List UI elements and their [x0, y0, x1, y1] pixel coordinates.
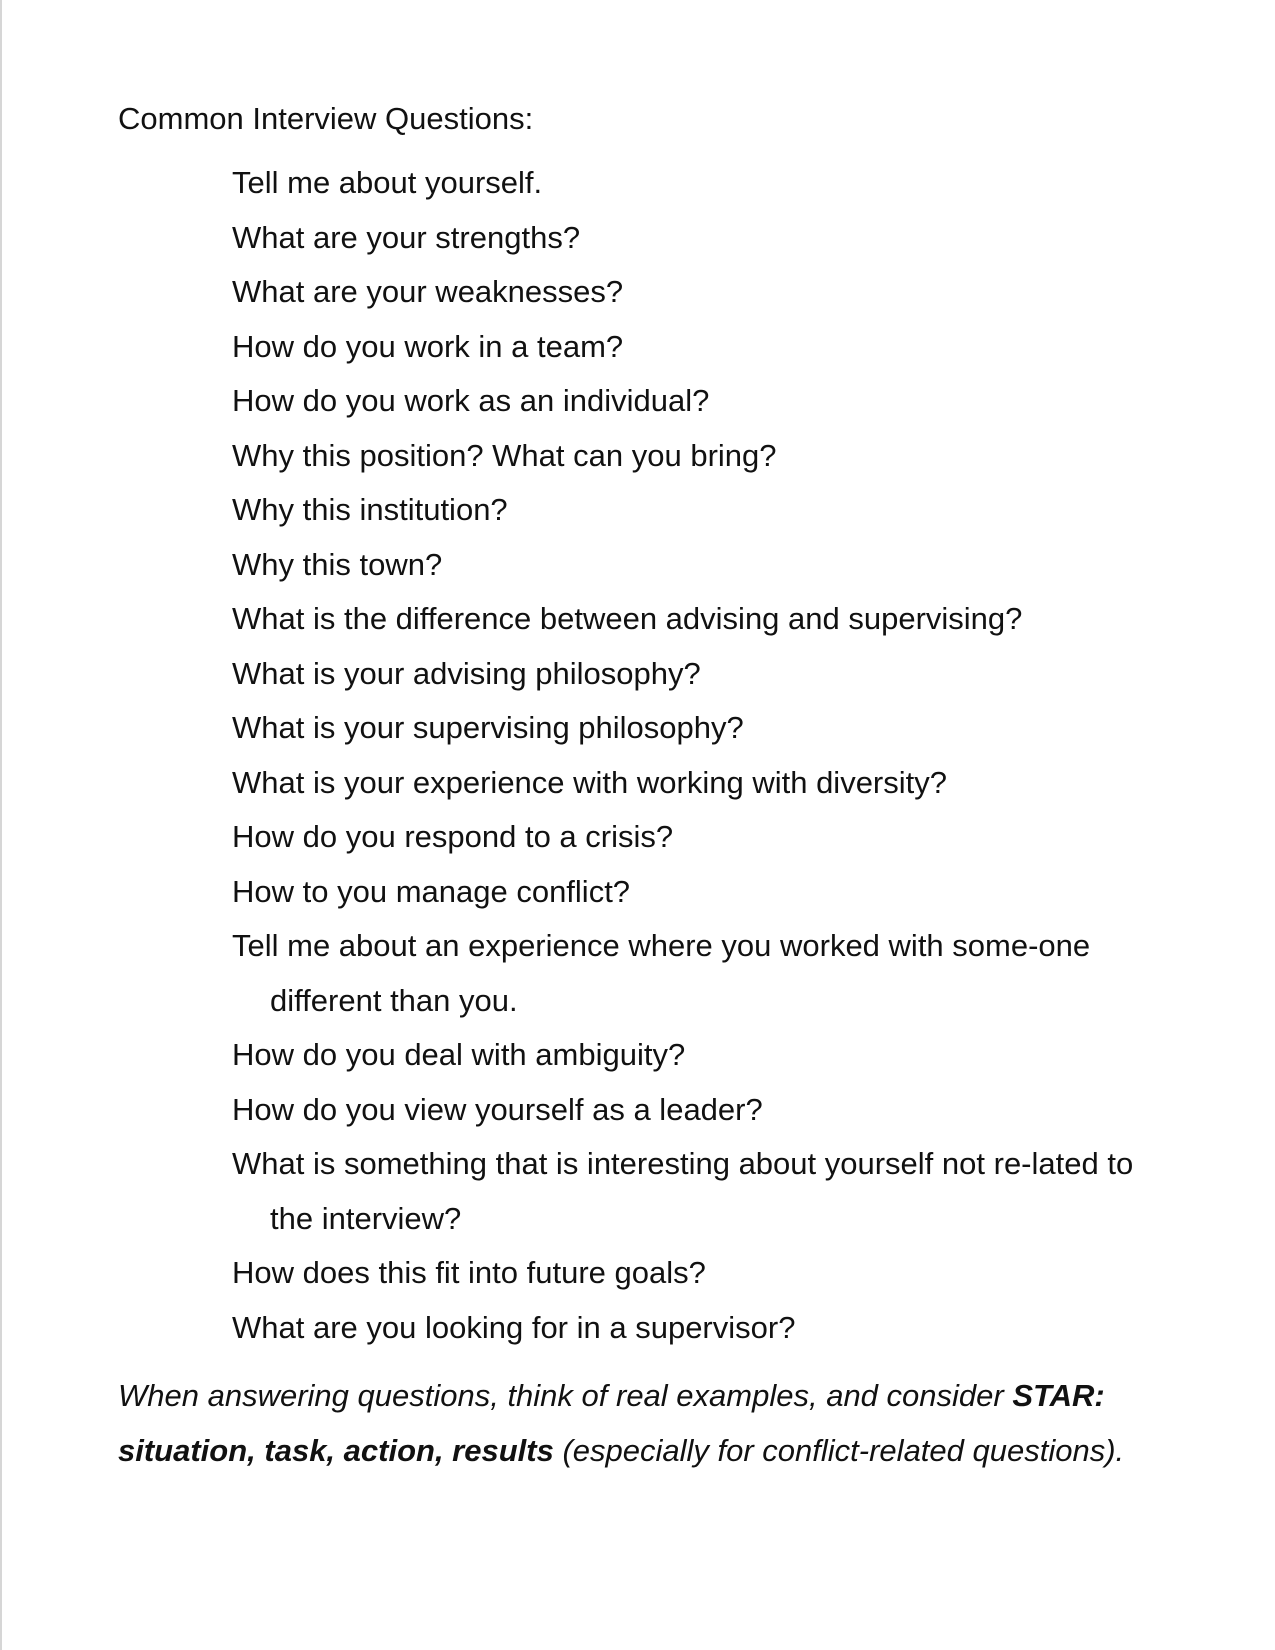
question-item: How do you work as an individual?	[232, 383, 710, 418]
page-edge	[0, 0, 2, 1650]
question-item: What is your supervising philosophy?	[232, 710, 744, 745]
question-item: What are you looking for in a supervisor?	[232, 1309, 796, 1345]
question-item: What are your strengths?	[232, 219, 581, 255]
document-page	[118, 92, 1178, 1509]
question-item: What is your advising philosophy?	[232, 655, 701, 691]
question-item: What is your experience with working with diversity?	[232, 764, 947, 800]
star-method: STAR: situation, task, action, results	[118, 1378, 1105, 1468]
note-outro: (especially for conflict-related questions).	[553, 1432, 1125, 1468]
question-item: How does this fit into future goals?	[232, 1255, 706, 1290]
question-item: Tell me about an experience where you worked with some-one different than you.	[232, 928, 1091, 1018]
question-item: How do you work in a team?	[232, 328, 624, 364]
question-item: How to you manage conflict?	[232, 873, 631, 909]
question-item: What is the difference between advising and supervising?	[232, 601, 1023, 636]
question-item: Why this position? What can you bring?	[232, 437, 777, 473]
question-item: How do you deal with ambiguity?	[232, 1037, 686, 1072]
note-intro: When answering questions, think of real examples, and consider	[118, 1378, 1013, 1413]
question-item: How do you view yourself as a leader?	[232, 1091, 763, 1127]
question-item: Why this town?	[232, 546, 443, 582]
question-item: How do you respond to a crisis?	[232, 819, 674, 854]
question-list	[118, 156, 1178, 1355]
page-title: Common Interview Questions:	[118, 101, 534, 136]
question-item: Tell me about yourself.	[232, 165, 543, 200]
question-item: What are your weaknesses?	[232, 274, 624, 309]
question-item: What is something that is interesting about yourself not re-lated to the interview?	[232, 1146, 1134, 1236]
star-note	[118, 1369, 1138, 1478]
question-item: Why this institution?	[232, 492, 508, 527]
